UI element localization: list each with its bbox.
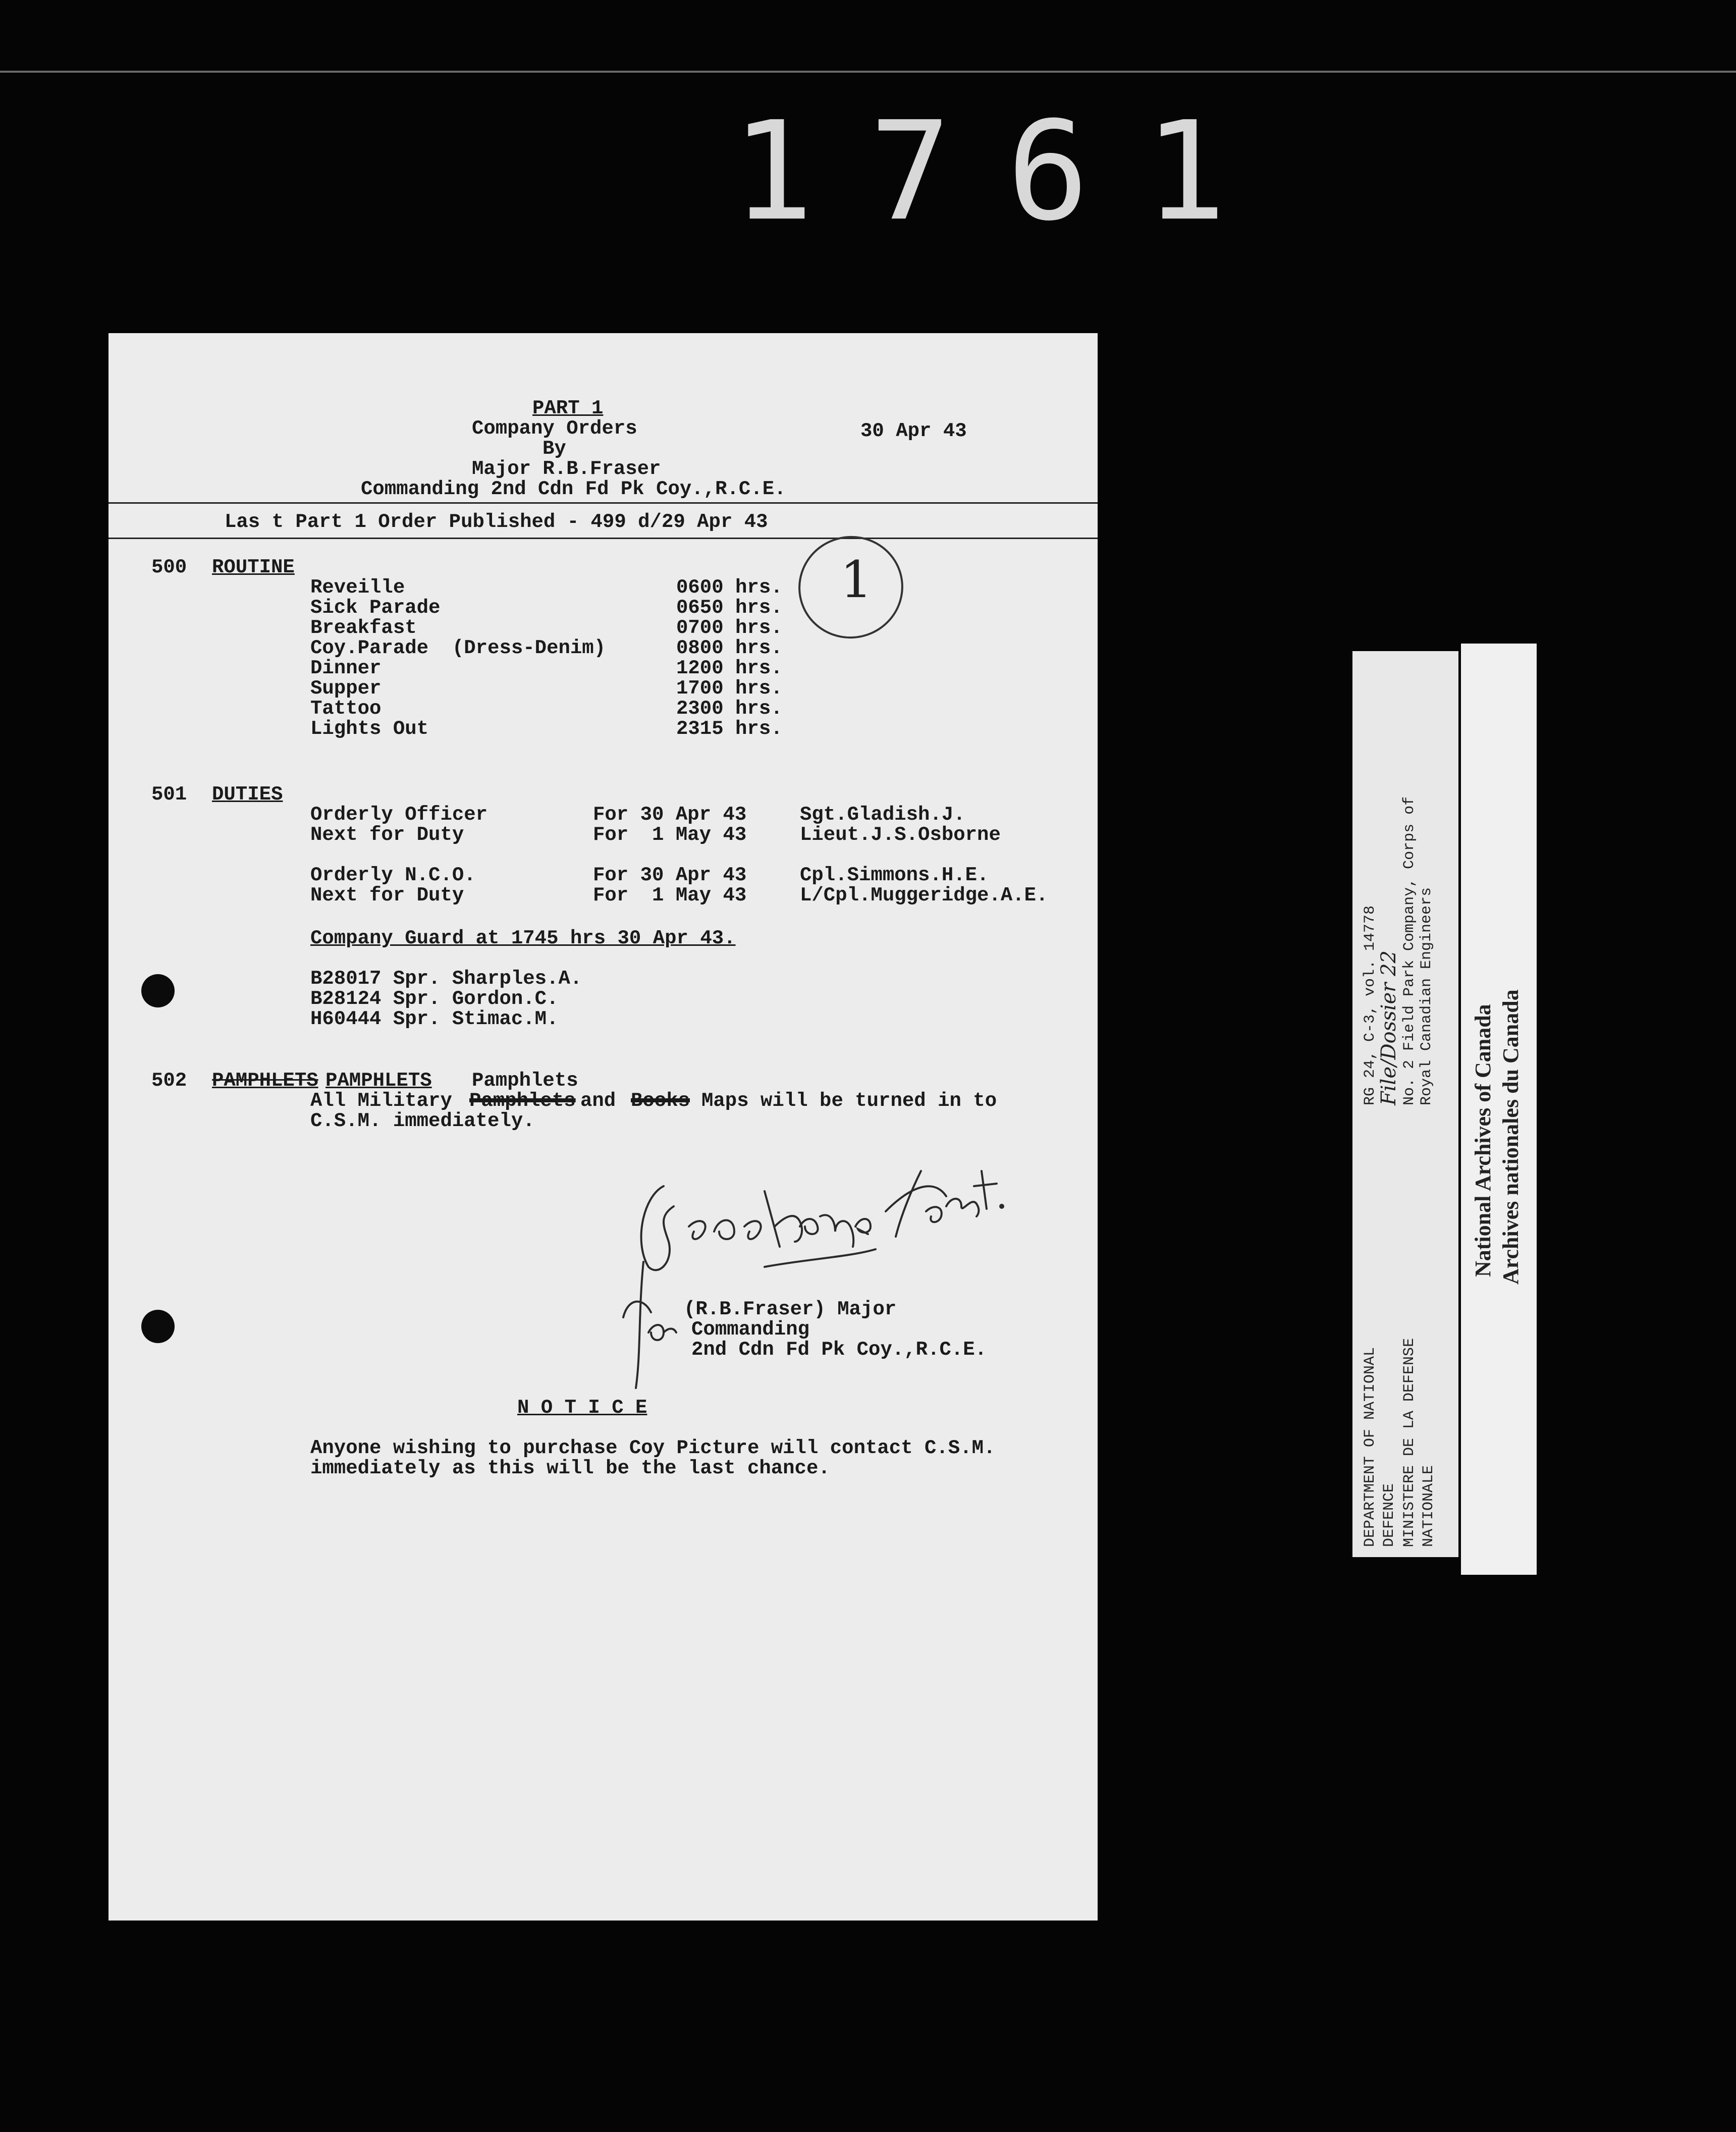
signatory-name: (R.B.Fraser) Major: [684, 1298, 897, 1320]
signatory-role: Commanding: [691, 1318, 810, 1341]
archive-file-label: [1352, 651, 1458, 1557]
archive-file-number: File/Dossier 22: [1377, 950, 1400, 1105]
order-date: 30 Apr 43: [860, 420, 967, 442]
guard-member: B28017 Spr. Sharples.A.: [310, 968, 582, 990]
pamphlets-line1-b: and: [580, 1090, 616, 1112]
duty-person: L/Cpl.Muggeridge.A.E.: [800, 884, 1048, 907]
routine-item-time: 0800 hrs.: [676, 637, 783, 659]
by-text: By: [542, 438, 566, 460]
section-number-502: 502: [151, 1070, 187, 1092]
frame-number: 1761: [732, 92, 1282, 251]
duty-person: Cpl.Simmons.H.E.: [800, 864, 989, 886]
guard-member: H60444 Spr. Stimac.M.: [310, 1008, 559, 1030]
duty-role: Orderly N.C.O.: [310, 864, 476, 886]
duty-date: For 1 May 43: [593, 884, 747, 907]
punch-hole-upper: [141, 974, 175, 1007]
part-heading: PART 1: [532, 397, 604, 419]
duty-person: Lieut.J.S.Osborne: [800, 824, 1001, 846]
archives-name-fr: Archives nationales du Canada: [1498, 989, 1523, 1285]
routine-item-label: Dinner: [310, 657, 382, 679]
routine-item-time: 2300 hrs.: [676, 698, 783, 720]
routine-item-label: Coy.Parade (Dress-Denim): [310, 637, 606, 659]
routine-item-label: Lights Out: [310, 718, 429, 740]
issuer-unit: Commanding 2nd Cdn Fd Pk Coy.,R.C.E.: [361, 478, 786, 500]
duty-role: Next for Duty: [310, 884, 464, 907]
archives-name-en: National Archives of Canada: [1471, 1004, 1495, 1277]
routine-item-time: 1200 hrs.: [676, 657, 783, 679]
pamphlets-alt-heading: Pamphlets: [472, 1070, 578, 1092]
last-order-line: Las t Part 1 Order Published - 499 d/29 Apr 43: [225, 511, 768, 533]
department-line3: MINISTERE DE LA DEFENSE: [1401, 1338, 1418, 1547]
duty-role: Orderly Officer: [310, 804, 488, 826]
issuer-name: Major R.B.Fraser: [472, 458, 661, 480]
archive-reference: RG 24, C-3, vol. 14778: [1362, 905, 1379, 1105]
duty-date: For 30 Apr 43: [593, 804, 747, 826]
routine-item-time: 1700 hrs.: [676, 677, 783, 700]
duties-heading: DUTIES: [212, 783, 283, 806]
header-rule-bottom: [108, 538, 1098, 539]
duty-role: Next for Duty: [310, 824, 464, 846]
duty-person: Sgt.Gladish.J.: [800, 804, 965, 826]
routine-heading: ROUTINE: [212, 556, 295, 578]
guard-heading: Company Guard at 1745 hrs 30 Apr 43.: [310, 927, 736, 949]
notice-heading: N O T I C E: [517, 1397, 647, 1419]
guard-member: B28124 Spr. Gordon.C.: [310, 988, 559, 1010]
pamphlets-line2: C.S.M. immediately.: [310, 1110, 535, 1132]
section-number-500: 500: [151, 556, 187, 578]
pamphlets-heading: PAMPHLETS: [326, 1070, 432, 1092]
punch-hole-lower: [141, 1310, 175, 1343]
page-marker-number: 1: [840, 550, 873, 609]
signatory-unit: 2nd Cdn Fd Pk Coy.,R.C.E.: [691, 1339, 987, 1361]
orders-title: Company Orders: [472, 417, 637, 440]
struck-word-1: Pamphlets: [469, 1090, 576, 1112]
archive-unit-line1: No. 2 Field Park Company, Corps of: [1401, 796, 1418, 1105]
duty-date: For 30 Apr 43: [593, 864, 747, 886]
routine-item-time: 0600 hrs.: [676, 576, 783, 599]
department-line1: DEPARTMENT OF NATIONAL: [1362, 1347, 1379, 1547]
header-rule-top: [108, 502, 1098, 504]
routine-item-label: Sick Parade: [310, 597, 441, 619]
struck-word-2: Books: [631, 1090, 690, 1112]
archive-stamp-label: [1461, 644, 1537, 1575]
routine-item-time: 0700 hrs.: [676, 617, 783, 639]
struck-heading: PAMPHLETS: [212, 1070, 318, 1092]
routine-item-label: Reveille: [310, 576, 405, 599]
routine-item-label: Tattoo: [310, 698, 382, 720]
section-number-501: 501: [151, 783, 187, 806]
routine-item-time: 0650 hrs.: [676, 597, 783, 619]
pamphlets-line1-a: All Military: [310, 1090, 452, 1112]
department-line4: NATIONALE: [1420, 1465, 1437, 1547]
document-page: [108, 333, 1098, 1921]
notice-line2: immediately as this will be the last chance.: [310, 1457, 830, 1479]
routine-item-label: Supper: [310, 677, 382, 700]
department-line2: DEFENCE: [1381, 1483, 1398, 1547]
film-edge-line: [0, 71, 1736, 73]
pamphlets-line1-c: Maps will be turned in to: [701, 1090, 997, 1112]
routine-item-time: 2315 hrs.: [676, 718, 783, 740]
routine-item-label: Breakfast: [310, 617, 417, 639]
duty-date: For 1 May 43: [593, 824, 747, 846]
archive-unit-line2: Royal Canadian Engineers: [1418, 887, 1435, 1105]
notice-line1: Anyone wishing to purchase Coy Picture will contact C.S.M.: [310, 1437, 996, 1459]
